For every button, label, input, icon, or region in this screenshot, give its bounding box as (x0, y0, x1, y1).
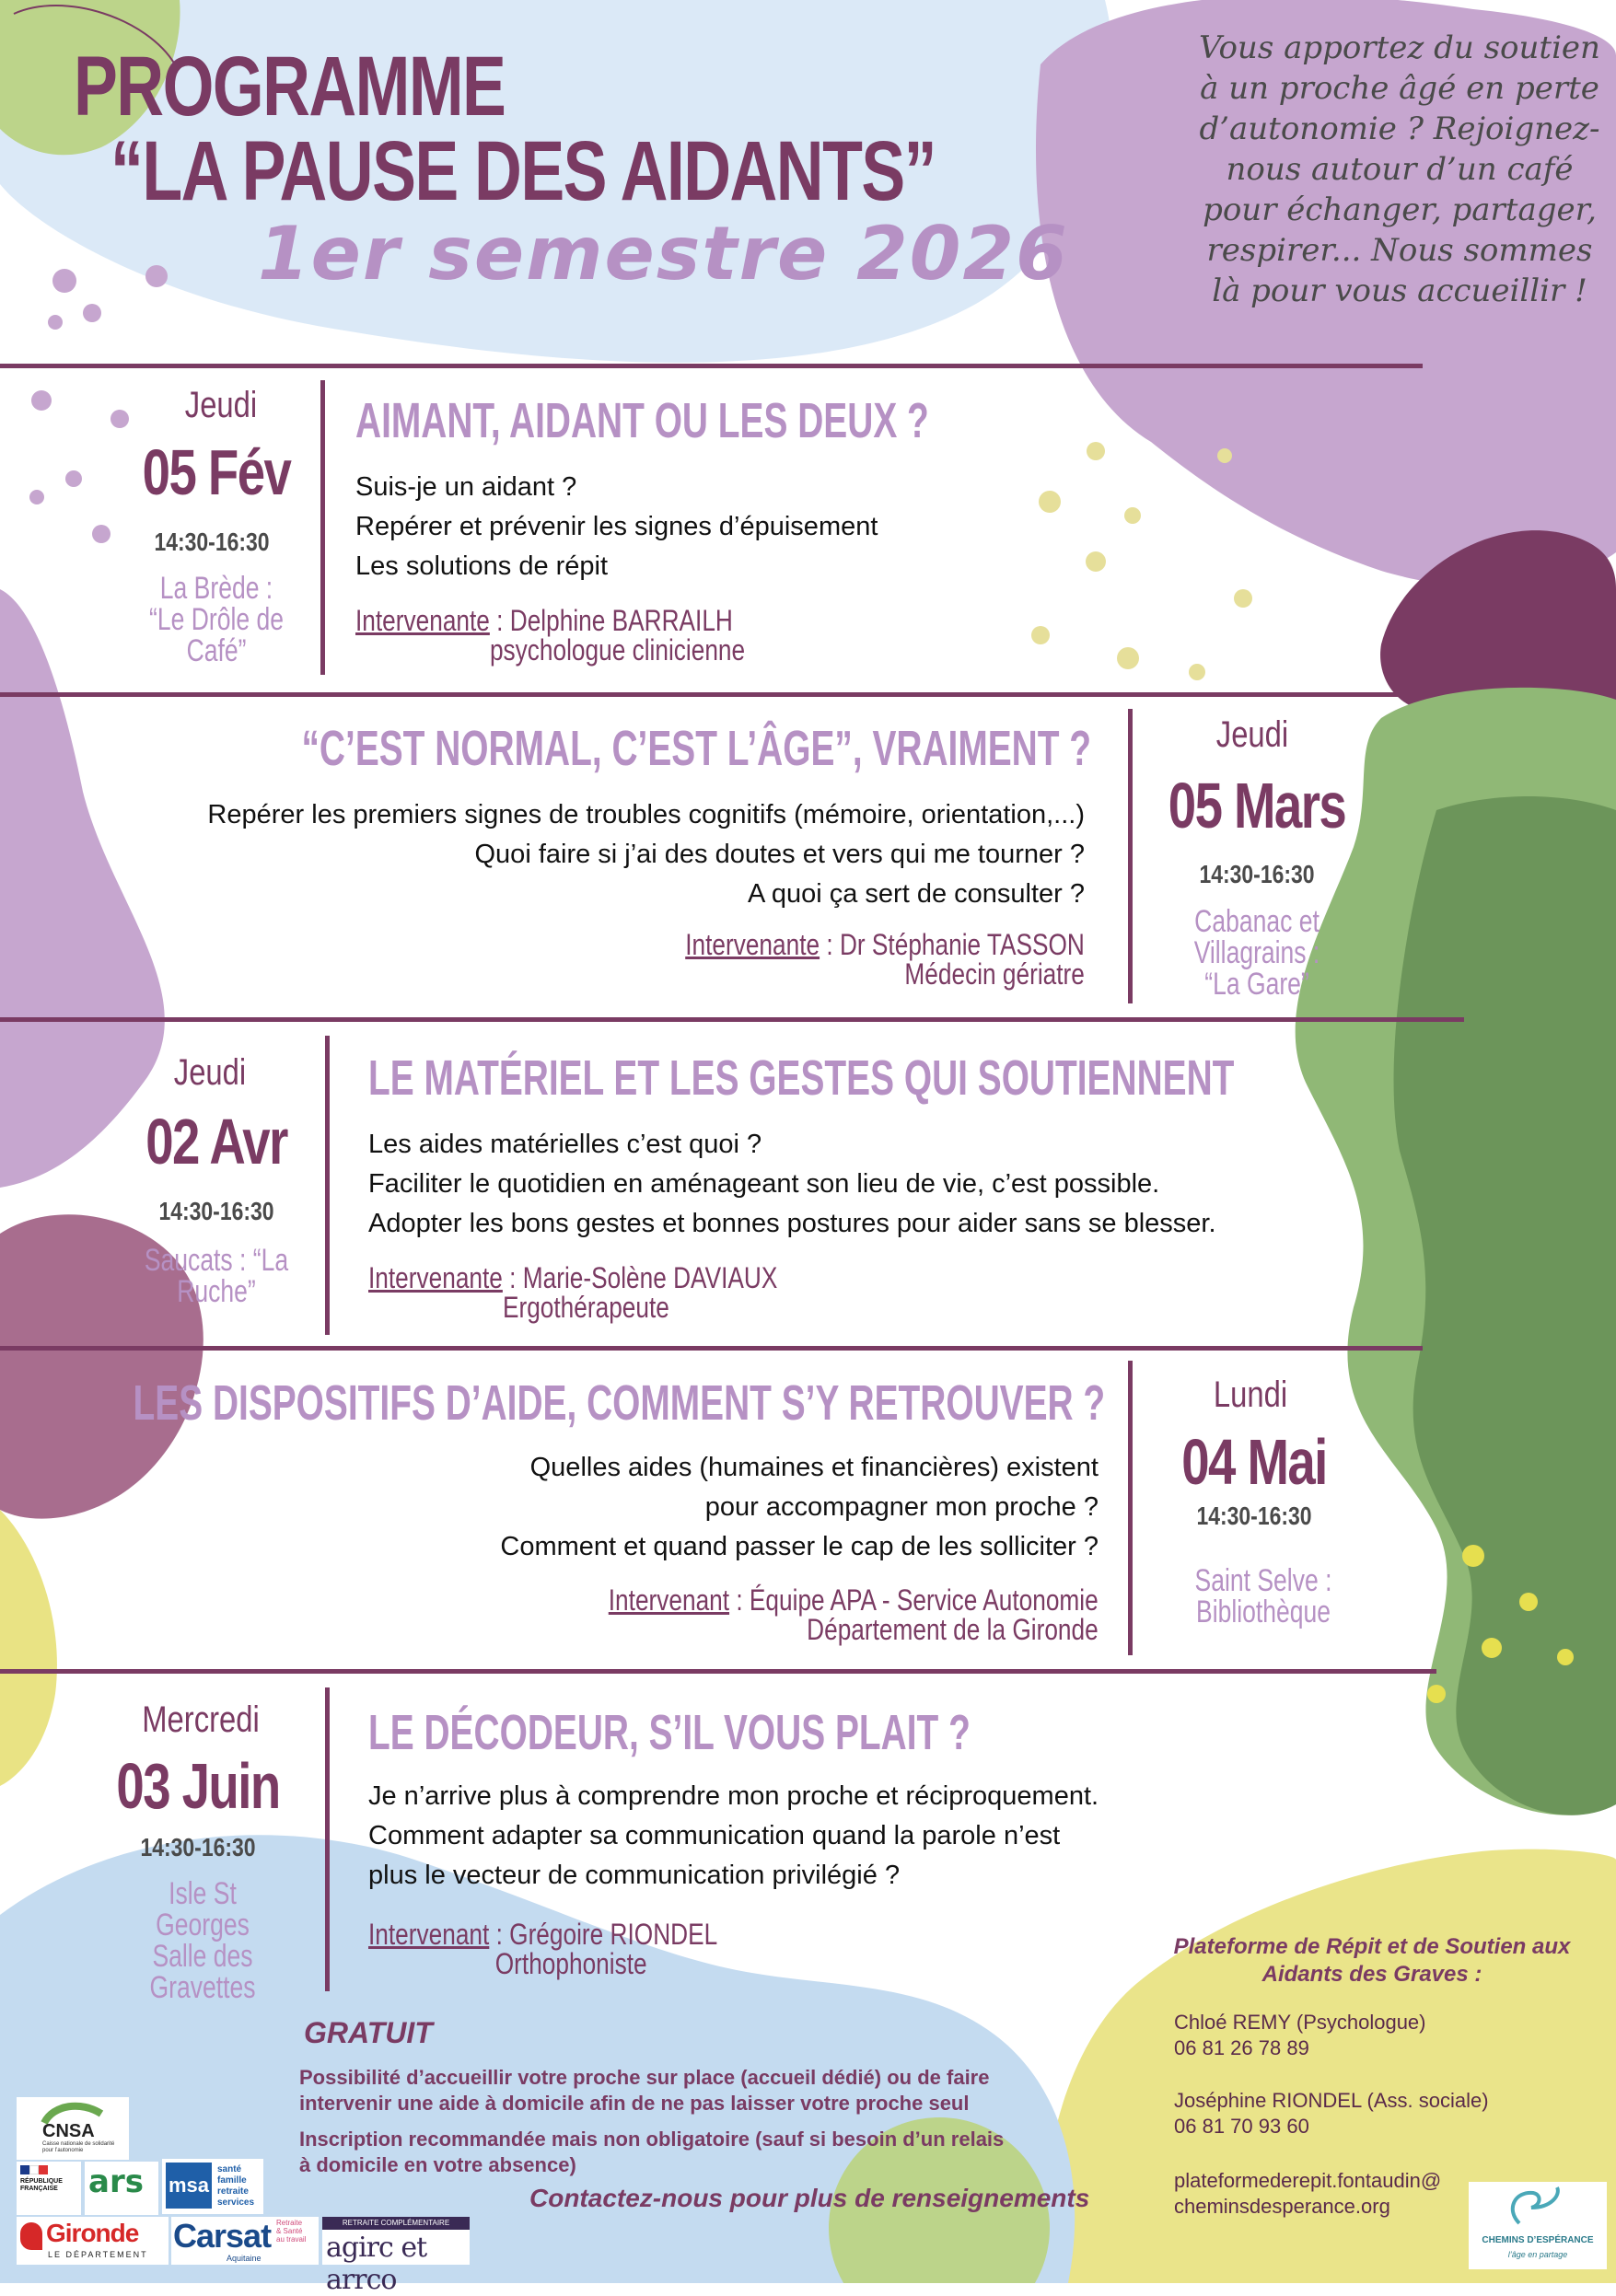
session-date: 04 Mai (1181, 1426, 1327, 1498)
session-place: Saucats : “La Ruche” (144, 1243, 289, 1309)
session-place: Saint Selve : Bibliothèque (1194, 1563, 1332, 1629)
phone-2[interactable]: 06 81 70 93 60 (1174, 2115, 1309, 2138)
cnsa-logo: CNSA Caisse nationale de solidarité pour l’autonomie (17, 2097, 129, 2160)
session-place: Cabanac et Villagrains : “La Gare” (1193, 904, 1320, 1002)
session-time: 14:30-16:30 (1199, 860, 1315, 888)
divider-5 (0, 1669, 1436, 1674)
session-day: Mercredi (142, 1699, 260, 1740)
session-title: LE DÉCODEUR, S’IL VOUS PLAIT ? (368, 1705, 971, 1760)
session-description: Quelles aides (humaines et financières) existent pour accompagner mon proche ? Comment et quand passer le cap de les solliciter ? (500, 1453, 1099, 1561)
session-day: Jeudi (173, 1052, 247, 1093)
title-semester: 1er semestre 2026 (258, 211, 1069, 296)
session-speaker: Intervenante : Marie-Solène DAVIAUX Ergothérapeute (368, 1261, 778, 1324)
chemins-esperance-logo: CHEMINS D’ESPÉRANCE l’âge en partage (1469, 2182, 1607, 2269)
republique-francaise-logo: RÉPUBLIQUE FRANÇAISE (17, 2162, 81, 2215)
session-date: 05 Mars (1168, 770, 1346, 841)
session-title: AIMANT, AIDANT OU LES DEUX ? (355, 393, 929, 448)
session-description: Je n’arrive plus à comprendre mon proche et réciproquement. Comment adapter sa communication quand la parole n’est plus le vecteur de communication privilégié ? (368, 1781, 1099, 1890)
info-accueil: Possibilité d’accueillir votre proche sur place (accueil dédié) ou de faire intervenir une aide à domicile afin de ne pas laisser votre proche seul (299, 2066, 990, 2115)
ars-logo: ars (85, 2162, 158, 2215)
session-speaker: Intervenante : Delphine BARRAILH psychologue clinicienne (355, 604, 746, 667)
agirc-arrco-logo: RETRAITE COMPLÉMENTAIRE agirc et arrco (322, 2217, 470, 2265)
separator-4 (1128, 1361, 1133, 1655)
intro-text: Vous apportez du soutien à un proche âgé en perte d’autonomie ? Rejoignez-nous autour d’un café pour échanger, partager, respirer... Nous sommes là pour vous accueillir ! (1199, 29, 1600, 309)
session-title: “C’EST NORMAL, C’EST L’ÂGE”, VRAIMENT ? (301, 721, 1091, 776)
session-title: LE MATÉRIEL ET LES GESTES QUI SOUTIENNENT (368, 1050, 1235, 1106)
msa-logo: msa santé famille retraite services (162, 2159, 263, 2214)
separator-3 (325, 1036, 330, 1335)
contact-text: Contactez-nous pour plus de renseignements (529, 2184, 1090, 2212)
session-day: Jeudi (1215, 714, 1289, 755)
info-inscription: Inscription recommandée mais non obligatoire (sauf si besoin d’un relais à domicile en votre absence) (299, 2128, 1005, 2176)
session-title: LES DISPOSITIFS D’AIDE, COMMENT S’Y RETROUVER ? (133, 1375, 1105, 1431)
session-day: Jeudi (184, 385, 258, 425)
divider-3 (0, 1017, 1464, 1022)
session-date: 03 Juin (116, 1750, 280, 1822)
session-time: 14:30-16:30 (158, 1197, 274, 1225)
session-time: 14:30-16:30 (1196, 1502, 1312, 1530)
session-time: 14:30-16:30 (154, 528, 270, 556)
session-description: Repérer les premiers signes de troubles cognitifs (mémoire, orientation,...) Quoi faire si j’ai des doutes et vers qui me tourner ? A quoi ça sert de consulter ? (207, 800, 1085, 909)
separator-1 (320, 380, 325, 675)
gratuit-label: GRATUIT (304, 2016, 433, 2049)
session-speaker: Intervenant : Équipe APA - Service Autonomie Département de la Gironde (609, 1583, 1099, 1646)
session-speaker: Intervenant : Grégoire RIONDEL Orthophoniste (368, 1918, 718, 1980)
session-time: 14:30-16:30 (140, 1833, 256, 1861)
session-date: 05 Fév (142, 436, 291, 508)
contact-person-2: Joséphine RIONDEL (Ass. sociale) 06 81 70 93 60 (1174, 2089, 1489, 2138)
title-programme: PROGRAMME (74, 40, 506, 133)
separator-2 (1128, 709, 1133, 1003)
divider-2 (0, 692, 1423, 697)
session-place: Isle St Georges Salle des Gravettes (149, 1876, 256, 2005)
session-description: Suis-je un aidant ? Repérer et prévenir les signes d’épuisement Les solutions de répit (355, 472, 878, 581)
title-pause-des-aidants: “LA PAUSE DES AIDANTS” (110, 124, 936, 218)
session-speaker: Intervenante : Dr Stéphanie TASSON Médecin gériatre (685, 928, 1085, 991)
contact-email[interactable]: plateformederepit.fontaudin@ cheminsdesperance.org (1174, 2169, 1442, 2218)
session-date: 02 Avr (145, 1106, 287, 1177)
separator-5 (325, 1687, 330, 1991)
contact-person-1: Chloé REMY (Psychologue) 06 81 26 78 89 (1174, 2011, 1426, 2059)
carsat-logo: Carsat Aquitaine Retraite & Santé au travail (171, 2217, 319, 2265)
session-description: Les aides matérielles c’est quoi ? Faciliter le quotidien en aménageant son lieu de vie, c’est possible. Adopter les bons gestes et bonnes postures pour aider sans se blesser. (368, 1130, 1216, 1238)
divider-1 (0, 364, 1423, 368)
phone-1[interactable]: 06 81 26 78 89 (1174, 2036, 1309, 2059)
divider-4 (0, 1346, 1423, 1351)
gironde-logo: Gironde LE DÉPARTEMENT (17, 2217, 169, 2265)
platform-title: Plateforme de Répit et de Soutien aux Aidants des Graves : (1173, 1934, 1571, 1987)
session-place: La Brède : “Le Drôle de Café” (149, 571, 284, 668)
session-day: Lundi (1213, 1374, 1288, 1415)
